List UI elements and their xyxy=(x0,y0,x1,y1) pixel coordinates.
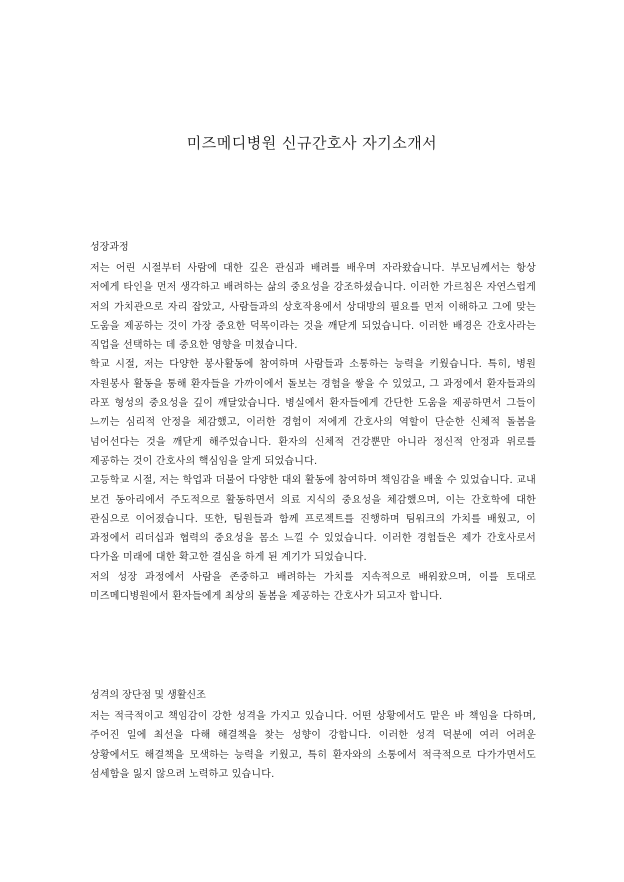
section-personality xyxy=(90,688,536,784)
section-growth xyxy=(90,240,536,606)
paragraph: 고등학교 시절, 저는 학업과 더불어 다양한 대외 활동에 참여하며 책임감을 배울 수 있었습니다. 교내 보건 동아리에서 주도적으로 활동하면서 의료 지식의 중요성을 체감했으며, 이는 간호학에 대한 관심으로 이어졌습니다. 또한, 팀원들과 함께 프로젝트를 진행하며 팀워크의 가치를 배웠고, 이 과정에서 리더십과 협력의 중요성을 몸소 느낄 수 있었습니다. 이러한 경험들은 제가 간호사로서 다가올 미래에 대한 확고한 결심을 하게 된 계기가 되었습니다. xyxy=(90,475,536,564)
section-heading: 성장과정 xyxy=(90,242,129,253)
paragraph: 저는 적극적이고 책임감이 강한 성격을 가지고 있습니다. 어떤 상황에서도 맡은 바 책임을 다하며, 주어진 일에 최선을 다해 해결책을 찾는 성향이 강합니다. 이러한 성격 덕분에 여러 어려운 상황에서도 해결책을 모색하는 능력을 키웠고, 특히 환자와의 소통에서 적극적으로 다가가면서도 섬세함을 잃지 않으려 노력하고 있습니다. xyxy=(90,711,536,780)
document-title: 미즈메디병원 신규간호사 자기소개서 xyxy=(186,134,438,152)
paragraph: 저는 어린 시절부터 사람에 대한 깊은 관심과 배려를 배우며 자라왔습니다. 부모님께서는 항상 저에게 타인을 먼저 생각하고 배려하는 삶의 중요성을 강조하셨습니다. 이러한 가르침은 자연스럽게 저의 가치관으로 자리 잡았고, 사람들과의 상호작용에서 상대방의 필요를 먼저 이해하고 그에 맞는 도움을 제공하는 것이 가장 중요한 덕목이라는 것을 깨닫게 되었습니다. 이러한 배경은 간호사라는 직업을 선택하는 데 중요한 영향을 미쳤습니다. xyxy=(90,263,536,352)
paragraph: 저의 성장 과정에서 사람을 존중하고 배려하는 가치를 지속적으로 배워왔으며, 이를 토대로 미즈메디병원에서 환자들에게 최상의 돌봄을 제공하는 간호사가 되고자 합니다. xyxy=(90,571,536,603)
section-heading: 성격의 장단점 및 생활신조 xyxy=(90,690,206,701)
paragraph: 학교 시절, 저는 다양한 봉사활동에 참여하며 사람들과 소통하는 능력을 키웠습니다. 특히, 병원 자원봉사 활동을 통해 환자들을 가까이에서 돌보는 경험을 쌓을 수 있었고, 그 과정에서 환자들과의 라포 형성의 중요성을 깊이 깨달았습니다. 병실에서 환자들에게 간단한 도움을 제공하면서 그들이 느끼는 심리적 안정을 체감했고, 이러한 경험이 저에게 간호사의 역할이 단순한 신체적 돌봄을 넘어선다는 것을 깨닫게 해주었습니다. 환자의 신체적 건강뿐만 아니라 정신적 안정과 위로를 제공하는 것이 간호사의 핵심임을 알게 되었습니다. xyxy=(90,359,536,467)
